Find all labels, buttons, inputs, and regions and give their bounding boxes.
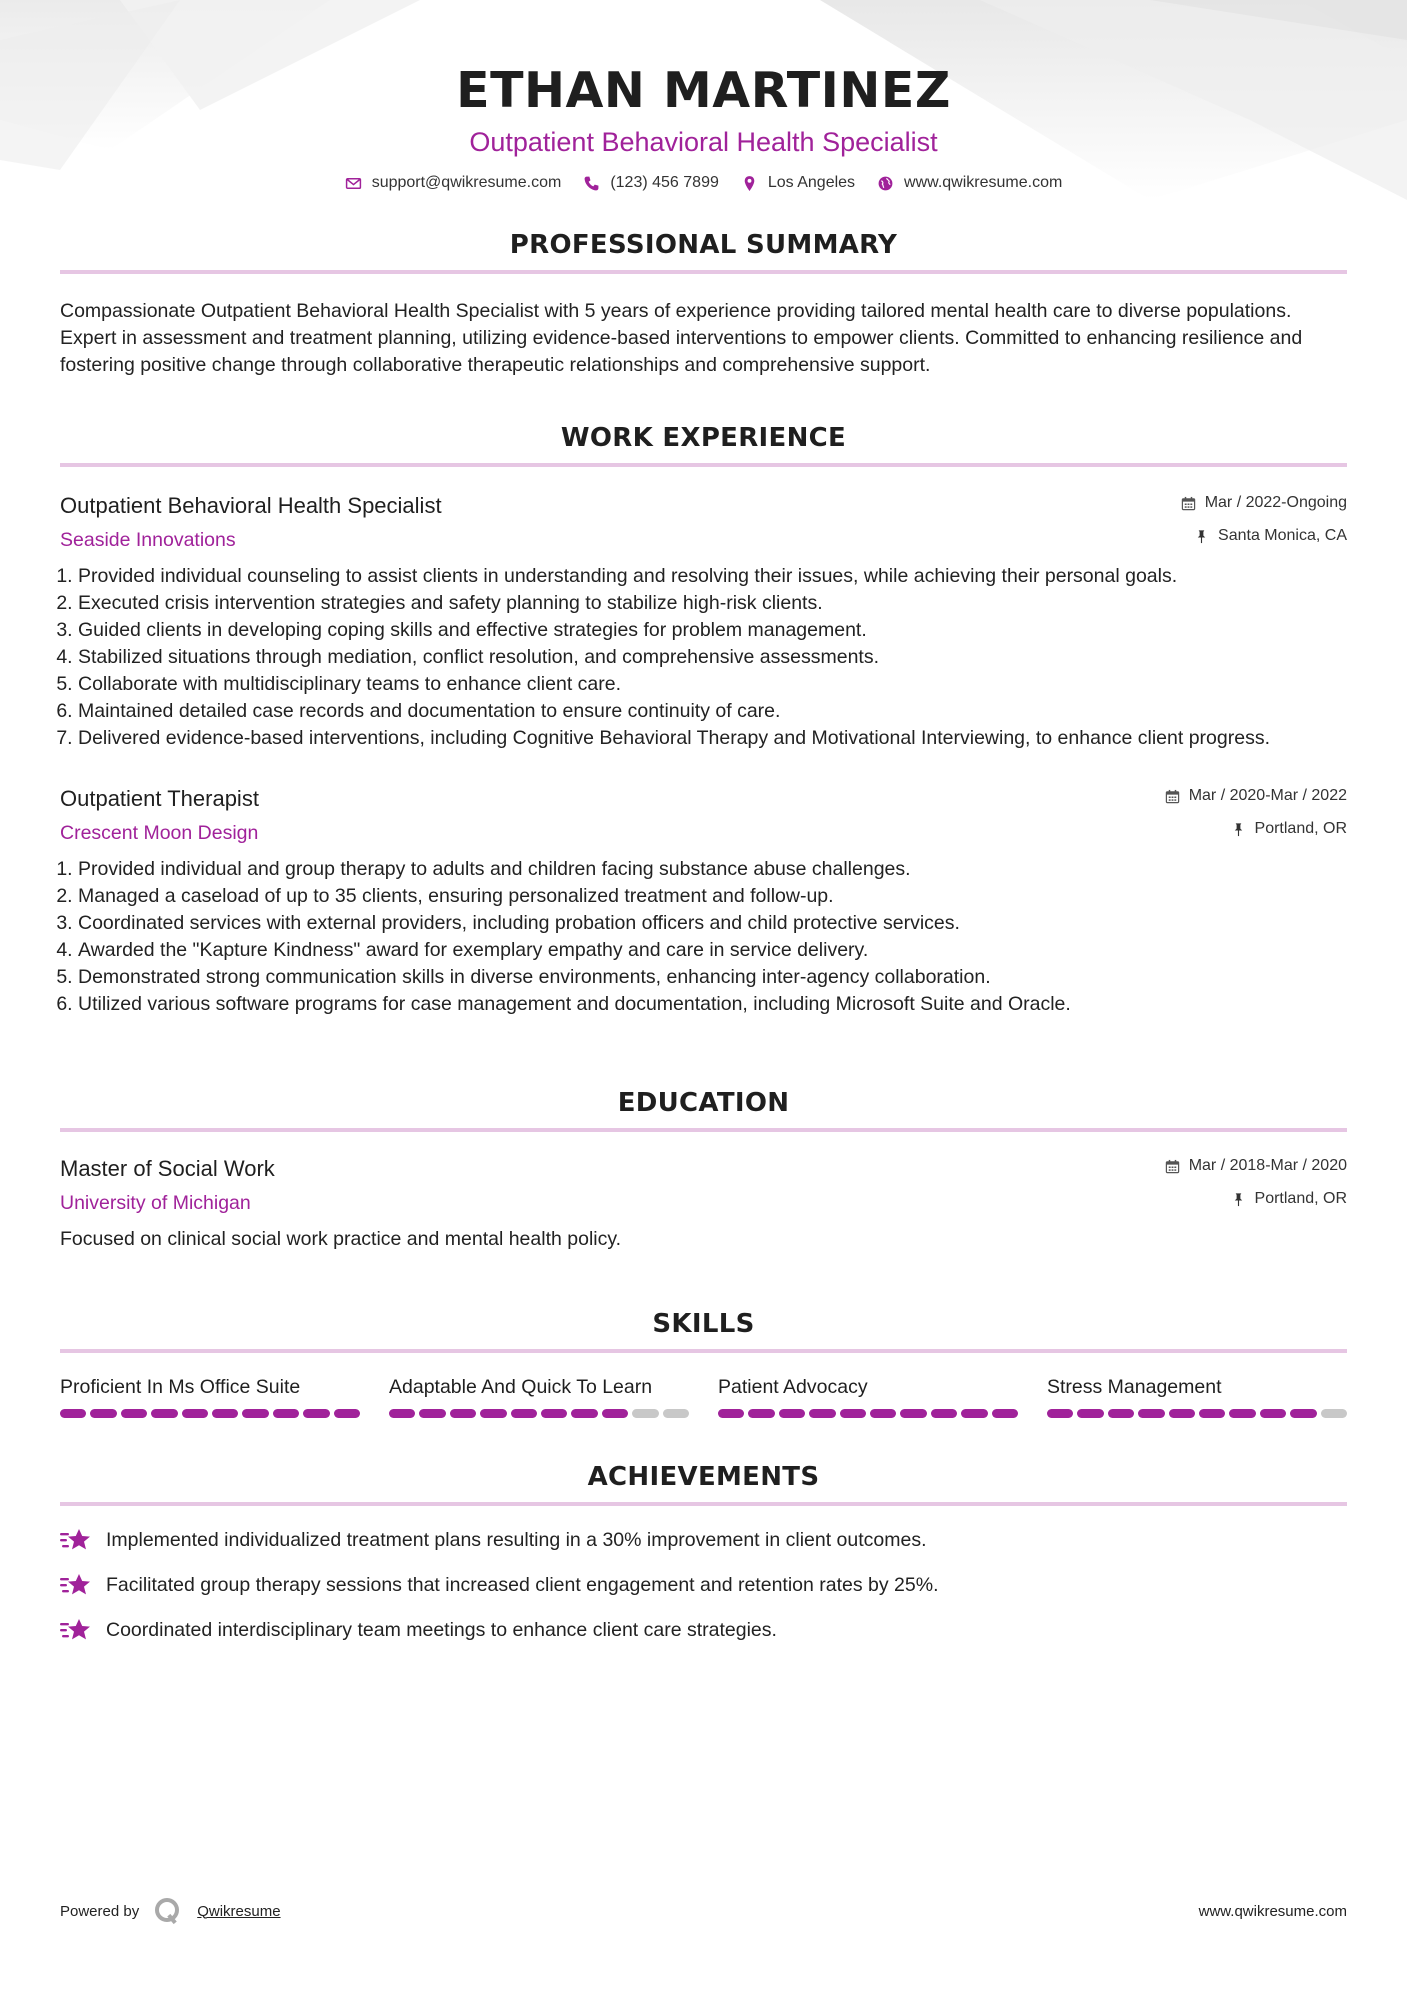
- education-dates: [1165, 1154, 1347, 1178]
- skill-level-segment: [511, 1409, 537, 1418]
- skill-level-bar: [60, 1409, 360, 1418]
- envelope-icon: [345, 175, 362, 192]
- job-entry: [60, 784, 1347, 1018]
- summary-section: [60, 230, 1347, 379]
- skill-name: Stress Management: [1047, 1376, 1222, 1398]
- contact-website-text: www.qwikresume.com: [904, 174, 1063, 191]
- contact-email-text: support@qwikresume.com: [371, 174, 562, 191]
- summary-heading: PROFESSIONAL SUMMARY: [509, 230, 898, 260]
- map-marker-icon: [741, 175, 758, 192]
- education-location-text: Portland, OR: [1254, 1190, 1347, 1207]
- skill-level-segment: [961, 1409, 987, 1418]
- company-name: Crescent Moon Design: [60, 822, 259, 844]
- company-name: Seaside Innovations: [60, 529, 236, 551]
- list-item: 5. Collaborate with multidisciplinary teams to enhance client care.: [78, 671, 1347, 698]
- job-location-text: Santa Monica, CA: [1218, 527, 1347, 544]
- skill-level-segment: [1077, 1409, 1103, 1418]
- pushpin-icon: [1231, 822, 1246, 837]
- contact-phone-text: (123) 456 7899: [610, 174, 719, 191]
- section-divider: [60, 463, 1347, 467]
- skill-level-segment: [931, 1409, 957, 1418]
- list-item: 2. Managed a caseload of up to 35 clients, ensuring personalized treatment and follow-up.: [78, 883, 1347, 910]
- job-dates: [1165, 784, 1347, 808]
- achievement-item: [60, 1616, 1347, 1644]
- section-divider: [60, 270, 1347, 274]
- skill-level-segment: [334, 1409, 360, 1418]
- skill-level-bar: [1047, 1409, 1347, 1418]
- section-divider: [60, 1128, 1347, 1132]
- job-meta: [1181, 491, 1347, 548]
- skill-level-segment: [840, 1409, 866, 1418]
- list-item: 1. Provided individual and group therapy to adults and children facing substance abuse challenges.: [78, 856, 1347, 883]
- skill-level-segment: [389, 1409, 415, 1418]
- skill-level-segment: [1199, 1409, 1225, 1418]
- job-meta: [1165, 784, 1347, 841]
- skill-level-segment: [718, 1409, 744, 1418]
- skill-level-segment: [541, 1409, 567, 1418]
- achievement-item: [60, 1571, 1347, 1599]
- skill-name: Adaptable And Quick To Learn: [389, 1376, 653, 1398]
- job-title: Outpatient Therapist: [60, 786, 259, 811]
- list-item: 4. Stabilized situations through mediation, conflict resolution, and comprehensive assessments.: [78, 644, 1347, 671]
- contact-location: [741, 174, 855, 192]
- education-meta: [1165, 1154, 1347, 1211]
- skill-level-segment: [419, 1409, 445, 1418]
- job-responsibilities: [60, 856, 1347, 1018]
- job-responsibilities: [60, 563, 1347, 752]
- job-location: [1165, 817, 1347, 841]
- skills-list: [60, 1373, 1347, 1418]
- footer-branding: [60, 1896, 281, 1926]
- calendar-icon: [1181, 496, 1196, 511]
- summary-text: Compassionate Outpatient Behavioral Health Specialist with 5 years of experience providing tailored mental health care to diverse populations. Expert in assessment and treatment planning, utilizing evidence-based interventions to empower clients. Committed to enhancing resilience and fostering positive change through collaborative therapeutic relationships and comprehensive support.: [60, 300, 1303, 376]
- skill-level-segment: [900, 1409, 926, 1418]
- job-dates: [1181, 491, 1347, 515]
- achievement-text: Facilitated group therapy sessions that increased client engagement and retention rates by 25%.: [106, 1573, 939, 1596]
- powered-by-label: Powered by: [60, 1902, 140, 1920]
- skill-level-segment: [1229, 1409, 1255, 1418]
- contact-bar: [60, 174, 1347, 192]
- list-item: 1. Provided individual counseling to assist clients in understanding and resolving their issues, while achieving their personal goals.: [78, 563, 1347, 590]
- skill-level-segment: [1321, 1409, 1347, 1418]
- job-location: [1181, 524, 1347, 548]
- education-section: [60, 1088, 1347, 1253]
- skill-level-segment: [182, 1409, 208, 1418]
- pushpin-icon: [1194, 529, 1209, 544]
- skill-level-segment: [748, 1409, 774, 1418]
- skill-level-segment: [632, 1409, 658, 1418]
- resume-header: [60, 0, 1347, 192]
- education-dates-text: Mar / 2018-Mar / 2020: [1188, 1157, 1347, 1174]
- skills-heading: SKILLS: [652, 1309, 755, 1339]
- skill-item: [1047, 1373, 1347, 1418]
- skill-level-segment: [60, 1409, 86, 1418]
- skill-item: [389, 1373, 689, 1418]
- job-dates-text: Mar / 2020-Mar / 2022: [1188, 787, 1347, 804]
- calendar-icon: [1165, 1159, 1180, 1174]
- job-entry: [60, 491, 1347, 752]
- skill-level-segment: [1138, 1409, 1164, 1418]
- skill-level-segment: [602, 1409, 628, 1418]
- qwikresume-logo-icon: [153, 1896, 183, 1926]
- footer-website[interactable]: www.qwikresume.com: [1198, 1902, 1347, 1920]
- job-header: [60, 784, 1347, 848]
- skill-level-segment: [480, 1409, 506, 1418]
- candidate-name: ETHAN MARTINEZ: [456, 62, 951, 119]
- list-item: 6. Maintained detailed case records and documentation to ensure continuity of care.: [78, 698, 1347, 725]
- contact-website[interactable]: [877, 174, 1062, 192]
- experience-section: [60, 423, 1347, 1018]
- page-footer: [60, 1896, 1347, 1926]
- education-heading: EDUCATION: [617, 1088, 790, 1118]
- skill-level-segment: [571, 1409, 597, 1418]
- pushpin-icon: [1231, 1192, 1246, 1207]
- skill-level-segment: [151, 1409, 177, 1418]
- degree-title: Master of Social Work: [60, 1156, 275, 1181]
- phone-icon: [583, 175, 600, 192]
- skill-level-segment: [870, 1409, 896, 1418]
- education-header: [60, 1154, 1347, 1218]
- contact-email[interactable]: [345, 174, 562, 192]
- skills-section: [60, 1309, 1347, 1418]
- skill-level-bar: [718, 1409, 1018, 1418]
- education-location: [1165, 1187, 1347, 1211]
- achievements-list: [60, 1526, 1347, 1644]
- skill-level-segment: [273, 1409, 299, 1418]
- achievement-text: Coordinated interdisciplinary team meetings to enhance client care strategies.: [106, 1618, 777, 1641]
- skill-level-segment: [121, 1409, 147, 1418]
- skill-level-segment: [1290, 1409, 1316, 1418]
- education-description: Focused on clinical social work practice and mental health policy.: [60, 1228, 622, 1250]
- skill-level-bar: [389, 1409, 689, 1418]
- shooting-star-icon: [60, 1616, 92, 1644]
- skill-name: Proficient In Ms Office Suite: [60, 1376, 301, 1398]
- globe-icon: [877, 175, 894, 192]
- school-name: University of Michigan: [60, 1192, 251, 1214]
- job-location-text: Portland, OR: [1254, 820, 1347, 837]
- experience-heading: WORK EXPERIENCE: [560, 423, 847, 453]
- contact-location-text: Los Angeles: [767, 174, 856, 191]
- job-header: [60, 491, 1347, 555]
- skill-item: [60, 1373, 360, 1418]
- list-item: 2. Executed crisis intervention strategies and safety planning to stabilize high-risk clients.: [78, 590, 1347, 617]
- job-title: Outpatient Behavioral Health Specialist: [60, 493, 442, 518]
- candidate-title: Outpatient Behavioral Health Specialist: [469, 127, 938, 157]
- skill-level-segment: [1108, 1409, 1134, 1418]
- list-item: 5. Demonstrated strong communication skills in diverse environments, enhancing inter-agency collaboration.: [78, 964, 1347, 991]
- contact-phone[interactable]: [583, 174, 719, 192]
- list-item: 7. Delivered evidence-based interventions, including Cognitive Behavioral Therapy and Motivational Interviewing, to enhance client progress.: [78, 725, 1347, 752]
- skill-level-segment: [212, 1409, 238, 1418]
- skill-level-segment: [303, 1409, 329, 1418]
- skill-level-segment: [779, 1409, 805, 1418]
- calendar-icon: [1165, 789, 1180, 804]
- list-item: 4. Awarded the "Kapture Kindness" award for exemplary empathy and care in service delivery.: [78, 937, 1347, 964]
- achievement-item: [60, 1526, 1347, 1554]
- skill-level-segment: [1169, 1409, 1195, 1418]
- skill-level-segment: [992, 1409, 1018, 1418]
- list-item: 6. Utilized various software programs for case management and documentation, including Microsoft Suite and Oracle.: [78, 991, 1347, 1018]
- section-divider: [60, 1502, 1347, 1506]
- skill-name: Patient Advocacy: [718, 1376, 868, 1398]
- skill-level-segment: [1047, 1409, 1073, 1418]
- list-item: 3. Coordinated services with external providers, including probation officers and child protective services.: [78, 910, 1347, 937]
- skill-level-segment: [1260, 1409, 1286, 1418]
- list-item: 3. Guided clients in developing coping skills and effective strategies for problem management.: [78, 617, 1347, 644]
- section-divider: [60, 1349, 1347, 1353]
- skill-level-segment: [90, 1409, 116, 1418]
- achievement-text: Implemented individualized treatment plans resulting in a 30% improvement in client outcomes.: [106, 1528, 927, 1551]
- shooting-star-icon: [60, 1571, 92, 1599]
- shooting-star-icon: [60, 1526, 92, 1554]
- job-dates-text: Mar / 2022-Ongoing: [1204, 494, 1347, 511]
- skill-level-segment: [663, 1409, 689, 1418]
- achievements-section: [60, 1462, 1347, 1644]
- qwikresume-link[interactable]: Qwikresume: [197, 1902, 281, 1920]
- skill-item: [718, 1373, 1018, 1418]
- skill-level-segment: [809, 1409, 835, 1418]
- skill-level-segment: [450, 1409, 476, 1418]
- skill-level-segment: [242, 1409, 268, 1418]
- achievements-heading: ACHIEVEMENTS: [587, 1462, 820, 1492]
